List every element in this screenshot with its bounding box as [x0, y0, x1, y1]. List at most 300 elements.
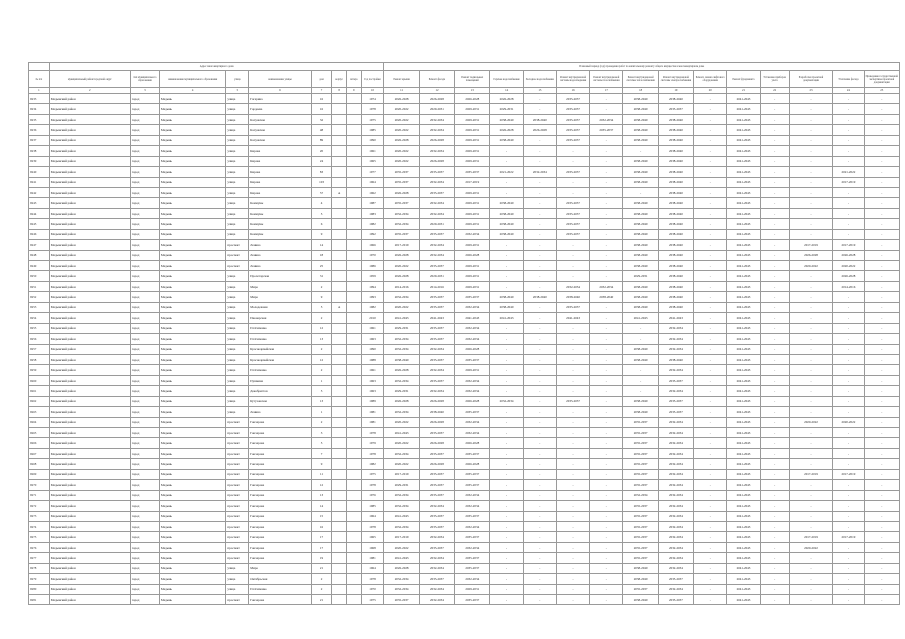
- cell-gas: -: [590, 271, 623, 281]
- cell-eng_cold: 2032-2034: [523, 167, 556, 177]
- cell-street: Калужская: [249, 114, 311, 124]
- table-row: [29, 292, 900, 302]
- cell-gas: -: [590, 187, 623, 197]
- table-row: [29, 198, 900, 208]
- cell-heat: 2035-2037: [623, 417, 658, 427]
- cell-basement: -: [833, 219, 864, 229]
- cell-basement: -: [833, 313, 864, 323]
- cell-lift: -: [694, 501, 727, 511]
- cell-eng_cold: -: [523, 250, 556, 260]
- cell-corpus: [332, 396, 347, 406]
- cell-eng_hot: -: [490, 448, 523, 458]
- cell-no: 6952: [29, 292, 50, 302]
- cell-meters: -: [760, 156, 789, 166]
- cell-liter: [346, 448, 361, 458]
- cell-other: -: [864, 584, 900, 594]
- cell-roof: 2032-2034: [384, 501, 419, 511]
- cell-other: -: [864, 386, 900, 396]
- cell-sewer: -: [556, 595, 589, 605]
- cell-lift: -: [694, 135, 727, 145]
- cell-street: Гончарова: [249, 459, 311, 469]
- cell-house: 9: [311, 292, 332, 302]
- cell-other: -: [864, 177, 900, 187]
- cell-roof: 2026-2028: [384, 365, 419, 375]
- cell-street_type: проспект: [226, 501, 249, 511]
- cell-street_type: проспект: [226, 438, 249, 448]
- cell-settlement: Медынь: [159, 104, 226, 114]
- cell-gas: -: [590, 344, 623, 354]
- cell-district: Медынский район: [49, 271, 130, 281]
- cell-roof: 2014-2016: [384, 281, 419, 291]
- cell-gas: -: [590, 480, 623, 490]
- cell-street_type: улица: [226, 219, 249, 229]
- cell-settlement: Медынь: [159, 281, 226, 291]
- table-row: [29, 302, 900, 312]
- cell-street_type: улица: [226, 574, 249, 584]
- cell-roof: 2041-2043: [384, 553, 419, 563]
- cell-roof: 2020-2022: [384, 156, 419, 166]
- cell-facade: 2035-2037: [419, 428, 454, 438]
- cell-hw: 2032-2034: [455, 521, 490, 531]
- cell-heat: 2035-2037: [623, 438, 658, 448]
- cell-found: 2041-2043: [727, 302, 760, 312]
- cell-settlement_type: город: [130, 313, 159, 323]
- cell-corpus: [332, 584, 347, 594]
- cell-house: 16: [311, 104, 332, 114]
- cell-heat: 2038-2040: [623, 281, 658, 291]
- cell-meters: -: [760, 114, 789, 124]
- cell-street_type: улица: [226, 375, 249, 385]
- cell-roof: 2032-2034: [384, 344, 419, 354]
- cell-sewer: -: [556, 365, 589, 375]
- cell-meters: -: [760, 354, 789, 364]
- cell-house: 24: [311, 156, 332, 166]
- cell-district: Медынский район: [49, 438, 130, 448]
- cell-eng_cold: -: [523, 94, 556, 104]
- cell-other: -: [864, 104, 900, 114]
- cell-design: -: [789, 574, 833, 584]
- cell-settlement_type: город: [130, 595, 159, 605]
- column-header-heat: Ремонт внутридомовой системы теплоснабжения: [623, 71, 658, 88]
- cell-house: 17: [311, 532, 332, 542]
- cell-gas: -: [590, 354, 623, 364]
- cell-roof: 2032-2034: [384, 584, 419, 594]
- cell-roof: 2035-2037: [384, 229, 419, 239]
- cell-basement: -: [833, 480, 864, 490]
- cell-settlement_type: город: [130, 323, 159, 333]
- cell-hw: 2032-2034: [455, 375, 490, 385]
- cell-hw: 2029-2031: [455, 219, 490, 229]
- cell-facade: 2035-2037: [419, 334, 454, 344]
- cell-facade: 2029-2031: [419, 219, 454, 229]
- cell-settlement: Медынь: [159, 302, 226, 312]
- cell-district: Медынский район: [49, 219, 130, 229]
- cell-heat: 2038-2040: [623, 219, 658, 229]
- cell-gas: -: [590, 177, 623, 187]
- cell-found: 2041-2043: [727, 167, 760, 177]
- cell-corpus: [332, 292, 347, 302]
- cell-settlement: Медынь: [159, 532, 226, 542]
- cell-settlement_type: город: [130, 229, 159, 239]
- cell-street: Гончарова: [249, 553, 311, 563]
- cell-found: 2041-2043: [727, 94, 760, 104]
- cell-eng_hot: 2038-2040: [490, 114, 523, 124]
- cell-street_type: улица: [226, 313, 249, 323]
- cell-roof: 2035-2037: [384, 595, 419, 605]
- cell-elec: 2035-2037: [658, 595, 693, 605]
- cell-district: Медынский район: [49, 261, 130, 271]
- cell-heat: 2038-2040: [623, 208, 658, 218]
- cell-district: Медынский район: [49, 386, 130, 396]
- cell-design: -: [789, 365, 833, 375]
- cell-hw: 2029-2031: [455, 208, 490, 218]
- cell-eng_hot: -: [490, 563, 523, 573]
- cell-basement: -: [833, 511, 864, 521]
- cell-street: Гагарина: [249, 94, 311, 104]
- cell-street_type: проспект: [226, 261, 249, 271]
- cell-year: 1982: [361, 302, 384, 312]
- cell-liter: [346, 396, 361, 406]
- cell-other: -: [864, 396, 900, 406]
- cell-street_type: проспект: [226, 250, 249, 260]
- cell-roof: 2032-2034: [384, 521, 419, 531]
- cell-no: 6948: [29, 250, 50, 260]
- cell-district: Медынский район: [49, 428, 130, 438]
- column-number-corpus: 8: [332, 88, 347, 94]
- cell-district: Медынский район: [49, 313, 130, 323]
- cell-liter: [346, 292, 361, 302]
- cell-liter: [346, 501, 361, 511]
- cell-year: 1979: [361, 438, 384, 448]
- cell-gas: -: [590, 595, 623, 605]
- cell-liter: [346, 386, 361, 396]
- cell-found: 2041-2043: [727, 563, 760, 573]
- cell-hw: 2032-2034: [455, 417, 490, 427]
- cell-settlement: Медынь: [159, 125, 226, 135]
- cell-corpus: [332, 595, 347, 605]
- cell-design: -: [789, 459, 833, 469]
- cell-basement: -: [833, 448, 864, 458]
- cell-corpus: [332, 553, 347, 563]
- cell-year: 1977: [361, 167, 384, 177]
- cell-street: Гончарова: [249, 448, 311, 458]
- cell-corpus: [332, 229, 347, 239]
- cell-sewer: 2035-2037: [556, 135, 589, 145]
- cell-street_type: улица: [226, 354, 249, 364]
- cell-corpus: [332, 344, 347, 354]
- cell-eng_cold: -: [523, 521, 556, 531]
- cell-sewer: -: [556, 334, 589, 344]
- cell-eng_hot: 2026-2028: [490, 125, 523, 135]
- cell-eng_cold: 2038-2040: [523, 292, 556, 302]
- cell-street_type: проспект: [226, 553, 249, 563]
- table-row: [29, 448, 900, 458]
- cell-eng_hot: -: [490, 521, 523, 531]
- cell-basement: -: [833, 187, 864, 197]
- cell-street_type: проспект: [226, 511, 249, 521]
- cell-design: -: [789, 323, 833, 333]
- cell-meters: -: [760, 229, 789, 239]
- cell-year: 1963: [361, 386, 384, 396]
- column-header-hw: Ремонт подвальных помещений: [455, 71, 490, 88]
- cell-roof: 2029-2031: [384, 386, 419, 396]
- cell-sewer: -: [556, 563, 589, 573]
- cell-year: 1987: [361, 198, 384, 208]
- cell-hw: 2029-2031: [455, 584, 490, 594]
- cell-street: Гончарова: [249, 417, 311, 427]
- cell-heat: 2038-2040: [623, 104, 658, 114]
- cell-found: 2041-2043: [727, 386, 760, 396]
- cell-found: 2041-2043: [727, 135, 760, 145]
- cell-gas: -: [590, 135, 623, 145]
- cell-liter: [346, 407, 361, 417]
- cell-district: Медынский район: [49, 187, 130, 197]
- cell-basement: -: [833, 574, 864, 584]
- cell-house: 103: [311, 177, 332, 187]
- cell-settlement_type: город: [130, 417, 159, 427]
- cell-lift: -: [694, 114, 727, 124]
- cell-lift: -: [694, 584, 727, 594]
- table-row: [29, 271, 900, 281]
- cell-gas: -: [590, 542, 623, 552]
- cell-corpus: [332, 219, 347, 229]
- cell-eng_hot: -: [490, 574, 523, 584]
- cell-street_type: улица: [226, 229, 249, 239]
- cell-settlement: Медынь: [159, 574, 226, 584]
- cell-other: -: [864, 250, 900, 260]
- cell-other: -: [864, 187, 900, 197]
- cell-settlement: Медынь: [159, 396, 226, 406]
- cell-meters: -: [760, 365, 789, 375]
- cell-sewer: 2038-2040: [556, 292, 589, 302]
- cell-gas: -: [590, 156, 623, 166]
- cell-gas: -: [590, 313, 623, 323]
- cell-facade: 2035-2037: [419, 448, 454, 458]
- cell-facade: 2035-2037: [419, 574, 454, 584]
- cell-sewer: -: [556, 386, 589, 396]
- cell-other: -: [864, 511, 900, 521]
- cell-street: Коммуны: [249, 198, 311, 208]
- table-row: [29, 208, 900, 218]
- cell-street_type: улица: [226, 334, 249, 344]
- cell-street: Калужская: [249, 125, 311, 135]
- cell-settlement_type: город: [130, 187, 159, 197]
- cell-corpus: [332, 104, 347, 114]
- cell-roof: 2029-2031: [384, 323, 419, 333]
- cell-meters: -: [760, 198, 789, 208]
- cell-lift: -: [694, 334, 727, 344]
- cell-hw: 2032-2034: [455, 490, 490, 500]
- cell-corpus: [332, 438, 347, 448]
- cell-elec: 2038-2040: [658, 177, 693, 187]
- cell-gas: -: [590, 261, 623, 271]
- cell-basement: -: [833, 542, 864, 552]
- cell-corpus: [332, 469, 347, 479]
- cell-hw: 2029-2031: [455, 198, 490, 208]
- cell-lift: -: [694, 240, 727, 250]
- cell-gas: -: [590, 448, 623, 458]
- cell-found: 2041-2043: [727, 187, 760, 197]
- cell-meters: -: [760, 146, 789, 156]
- cell-lift: -: [694, 292, 727, 302]
- cell-meters: -: [760, 94, 789, 104]
- cell-sewer: -: [556, 261, 589, 271]
- cell-sewer: -: [556, 323, 589, 333]
- column-header-street_type: улица: [226, 71, 249, 88]
- cell-heat: 2038-2040: [623, 292, 658, 302]
- cell-basement: -: [833, 198, 864, 208]
- cell-elec: 2032-2034: [658, 563, 693, 573]
- cell-heat: 2038-2040: [623, 563, 658, 573]
- cell-other: -: [864, 208, 900, 218]
- table-row: [29, 344, 900, 354]
- cell-settlement_type: город: [130, 459, 159, 469]
- cell-eng_cold: -: [523, 574, 556, 584]
- cell-sewer: -: [556, 521, 589, 531]
- cell-design: -: [789, 94, 833, 104]
- cell-other: -: [864, 563, 900, 573]
- cell-meters: -: [760, 323, 789, 333]
- cell-district: Медынский район: [49, 146, 130, 156]
- column-header-corpus: корпус: [332, 71, 347, 88]
- cell-other: -: [864, 313, 900, 323]
- cell-eng_cold: -: [523, 417, 556, 427]
- table-row: [29, 417, 900, 427]
- cell-liter: [346, 261, 361, 271]
- cell-meters: -: [760, 532, 789, 542]
- cell-roof: 2032-2034: [384, 208, 419, 218]
- cell-liter: [346, 532, 361, 542]
- table-row: [29, 459, 900, 469]
- cell-basement: -: [833, 428, 864, 438]
- cell-corpus: [332, 261, 347, 271]
- cell-settlement_type: город: [130, 354, 159, 364]
- cell-district: Медынский район: [49, 94, 130, 104]
- cell-basement: 2020-2022: [833, 417, 864, 427]
- cell-other: -: [864, 167, 900, 177]
- cell-house: 13: [311, 334, 332, 344]
- cell-house: 12: [311, 480, 332, 490]
- cell-elec: 2038-2040: [658, 135, 693, 145]
- cell-meters: -: [760, 302, 789, 312]
- table-row: [29, 281, 900, 291]
- cell-basement: -: [833, 125, 864, 135]
- cell-district: Медынский район: [49, 542, 130, 552]
- cell-liter: [346, 459, 361, 469]
- cell-basement: -: [833, 323, 864, 333]
- cell-roof: 2020-2022: [384, 146, 419, 156]
- cell-corpus: [332, 135, 347, 145]
- cell-facade: 2026-2028: [419, 459, 454, 469]
- cell-settlement: Медынь: [159, 480, 226, 490]
- cell-basement: -: [833, 146, 864, 156]
- cell-meters: -: [760, 521, 789, 531]
- cell-settlement: Медынь: [159, 323, 226, 333]
- cell-heat: -: [623, 375, 658, 385]
- cell-settlement_type: город: [130, 480, 159, 490]
- cell-design: -: [789, 396, 833, 406]
- cell-basement: -: [833, 344, 864, 354]
- cell-street_type: улица: [226, 125, 249, 135]
- cell-other: -: [864, 135, 900, 145]
- cell-heat: 2035-2037: [623, 480, 658, 490]
- address-group-header: Адрес многоквартирного дома: [49, 63, 384, 71]
- cell-eng_hot: -: [490, 459, 523, 469]
- cell-facade: 2032-2034: [419, 208, 454, 218]
- cell-found: 2041-2043: [727, 469, 760, 479]
- cell-facade: 2035-2037: [419, 302, 454, 312]
- cell-lift: -: [694, 375, 727, 385]
- cell-sewer: -: [556, 187, 589, 197]
- cell-other: -: [864, 323, 900, 333]
- cell-settlement_type: город: [130, 542, 159, 552]
- cell-gas: -: [590, 365, 623, 375]
- cell-street_type: проспект: [226, 490, 249, 500]
- cell-street: Октябрьская: [249, 574, 311, 584]
- cell-settlement_type: город: [130, 198, 159, 208]
- cell-eng_cold: -: [523, 104, 556, 114]
- cell-district: Медынский район: [49, 407, 130, 417]
- cell-settlement: Медынь: [159, 167, 226, 177]
- cell-lift: -: [694, 469, 727, 479]
- column-header-elec: Ремонт внутридомовой системы электроснабжения: [658, 71, 693, 88]
- cell-lift: -: [694, 104, 727, 114]
- cell-hw: 2032-2034: [455, 386, 490, 396]
- cell-elec: 2038-2040: [658, 354, 693, 364]
- cell-house: 13: [311, 396, 332, 406]
- cell-settlement: Медынь: [159, 177, 226, 187]
- cell-corpus: [332, 490, 347, 500]
- cell-eng_cold: -: [523, 532, 556, 542]
- cell-hw: 2029-2031: [455, 261, 490, 271]
- cell-settlement: Медынь: [159, 407, 226, 417]
- cell-sewer: 2035-2037: [556, 167, 589, 177]
- cell-lift: -: [694, 407, 727, 417]
- cell-house: 3: [311, 428, 332, 438]
- cell-meters: -: [760, 490, 789, 500]
- cell-sewer: -: [556, 177, 589, 187]
- cell-house: 5: [311, 208, 332, 218]
- cell-facade: 2035-2037: [419, 261, 454, 271]
- cell-settlement: Медынь: [159, 501, 226, 511]
- cell-gas: -: [590, 438, 623, 448]
- cell-elec: 2038-2040: [658, 281, 693, 291]
- cell-year: 1959: [361, 271, 384, 281]
- cell-settlement_type: город: [130, 574, 159, 584]
- cell-hw: 2035-2037: [455, 511, 490, 521]
- table-row: [29, 584, 900, 594]
- cell-elec: 2038-2040: [658, 114, 693, 124]
- column-number-eng_cold: 15: [523, 88, 556, 94]
- cell-elec: 2038-2040: [658, 271, 693, 281]
- cell-no: 6978: [29, 563, 50, 573]
- cell-year: 1970: [361, 584, 384, 594]
- cell-sewer: 2035-2037: [556, 104, 589, 114]
- cell-heat: 2038-2040: [623, 344, 658, 354]
- cell-street_type: проспект: [226, 448, 249, 458]
- cell-year: 1978: [361, 574, 384, 584]
- cell-no: 6936: [29, 125, 50, 135]
- cell-liter: [346, 281, 361, 291]
- cell-gas: -: [590, 240, 623, 250]
- cell-eng_cold: -: [523, 240, 556, 250]
- cell-eng_cold: -: [523, 334, 556, 344]
- cell-eng_hot: -: [490, 438, 523, 448]
- cell-house: 48: [311, 125, 332, 135]
- cell-house: 21: [311, 595, 332, 605]
- cell-found: 2041-2043: [727, 595, 760, 605]
- cell-heat: 2038-2040: [623, 125, 658, 135]
